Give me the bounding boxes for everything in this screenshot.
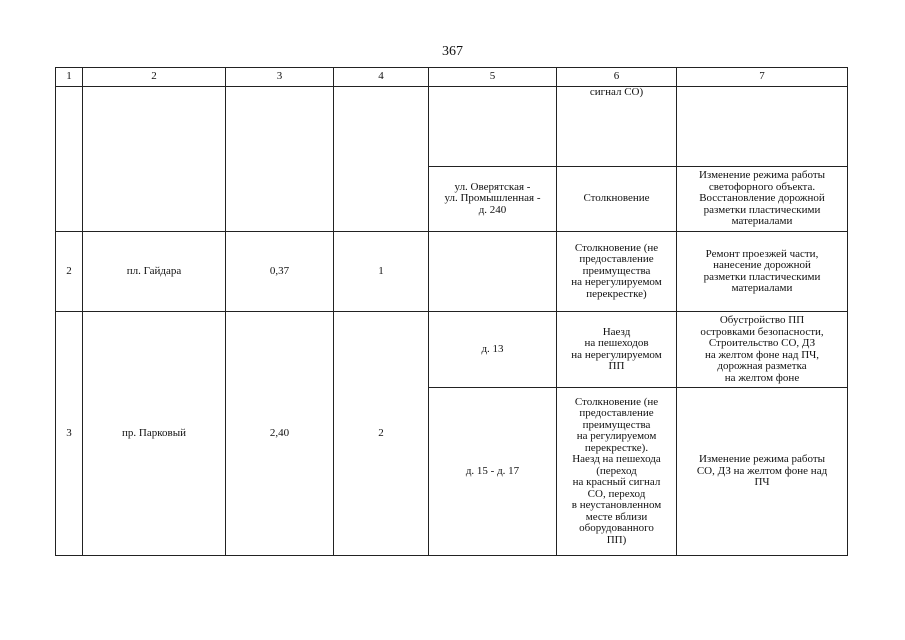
address-cell xyxy=(429,87,557,167)
count-cell xyxy=(334,87,429,232)
crash-type-cell xyxy=(557,167,677,232)
column-header: 7 xyxy=(677,68,848,87)
count-cell: 1 xyxy=(334,232,429,312)
column-header: 2 xyxy=(83,68,226,87)
table-row xyxy=(56,232,848,312)
measures-cell xyxy=(677,232,848,312)
accident-sites-table xyxy=(55,67,848,556)
column-header: 3 xyxy=(226,68,334,87)
measures-cell xyxy=(677,312,848,388)
address-cell: д. 15 - д. 17 xyxy=(429,388,557,556)
row-number-cell: 3 xyxy=(56,312,83,556)
length-cell xyxy=(226,87,334,232)
row-number-cell: 2 xyxy=(56,232,83,312)
crash-type-cell xyxy=(557,312,677,388)
count-cell: 2 xyxy=(334,312,429,556)
measures-text: Изменение режима работы светофорного объекта. Восстановление дорожной разметки пластическими материалами xyxy=(698,169,826,228)
row-number-cell xyxy=(56,87,83,232)
crash-type-cell xyxy=(557,87,677,167)
column-header: 5 xyxy=(429,68,557,87)
length-cell: 0,37 xyxy=(226,232,334,312)
measures-cell xyxy=(677,388,848,556)
crash-type-text: Наезд на пешеходов на нерегулируемом ПП xyxy=(571,325,662,372)
page-number: 367 xyxy=(442,44,463,59)
address-cell: д. 13 xyxy=(429,312,557,388)
column-header: 1 xyxy=(56,68,83,87)
place-cell: пл. Гайдара xyxy=(83,232,226,312)
address-cell xyxy=(429,232,557,312)
crash-type-text: Столкновение (не предоставление преимущества на регулируемом перекрестке). Наезд на пешехода (переход на красный сигнал СО, переход в неустановленном месте вблизи оборудованного ПП) xyxy=(571,395,662,546)
measures-text: Обустройство ПП островками безопасности, Строительство СО, ДЗ на желтом фоне над ПЧ, дорожная разметка на желтом фоне xyxy=(700,314,824,384)
crash-type-text: Столкновение xyxy=(583,192,650,205)
measures-cell xyxy=(677,87,848,167)
table-row xyxy=(56,87,848,167)
crash-type-cell xyxy=(557,388,677,556)
column-header: 6 xyxy=(557,68,677,87)
measures-text: Ремонт проезжей части, нанесение дорожной разметки пластическими материалами xyxy=(703,247,821,294)
address-cell xyxy=(429,167,557,232)
place-cell xyxy=(83,87,226,232)
length-cell: 2,40 xyxy=(226,312,334,556)
column-header: 4 xyxy=(334,68,429,87)
crash-type-text: сигнал СО) xyxy=(589,86,644,98)
place-cell: пр. Парковый xyxy=(83,312,226,556)
column-number-row xyxy=(56,68,848,87)
measures-cell xyxy=(677,167,848,232)
table-row xyxy=(56,312,848,388)
address-text: ул. Оверятская - ул. Промышленная - д. 240 xyxy=(444,180,541,216)
crash-type-cell xyxy=(557,232,677,312)
crash-type-text: Столкновение (не предоставление преимущества на нерегулируемом перекрестке) xyxy=(571,241,662,300)
measures-text: Изменение режима работы СО, ДЗ на желтом фоне над ПЧ xyxy=(696,453,828,489)
